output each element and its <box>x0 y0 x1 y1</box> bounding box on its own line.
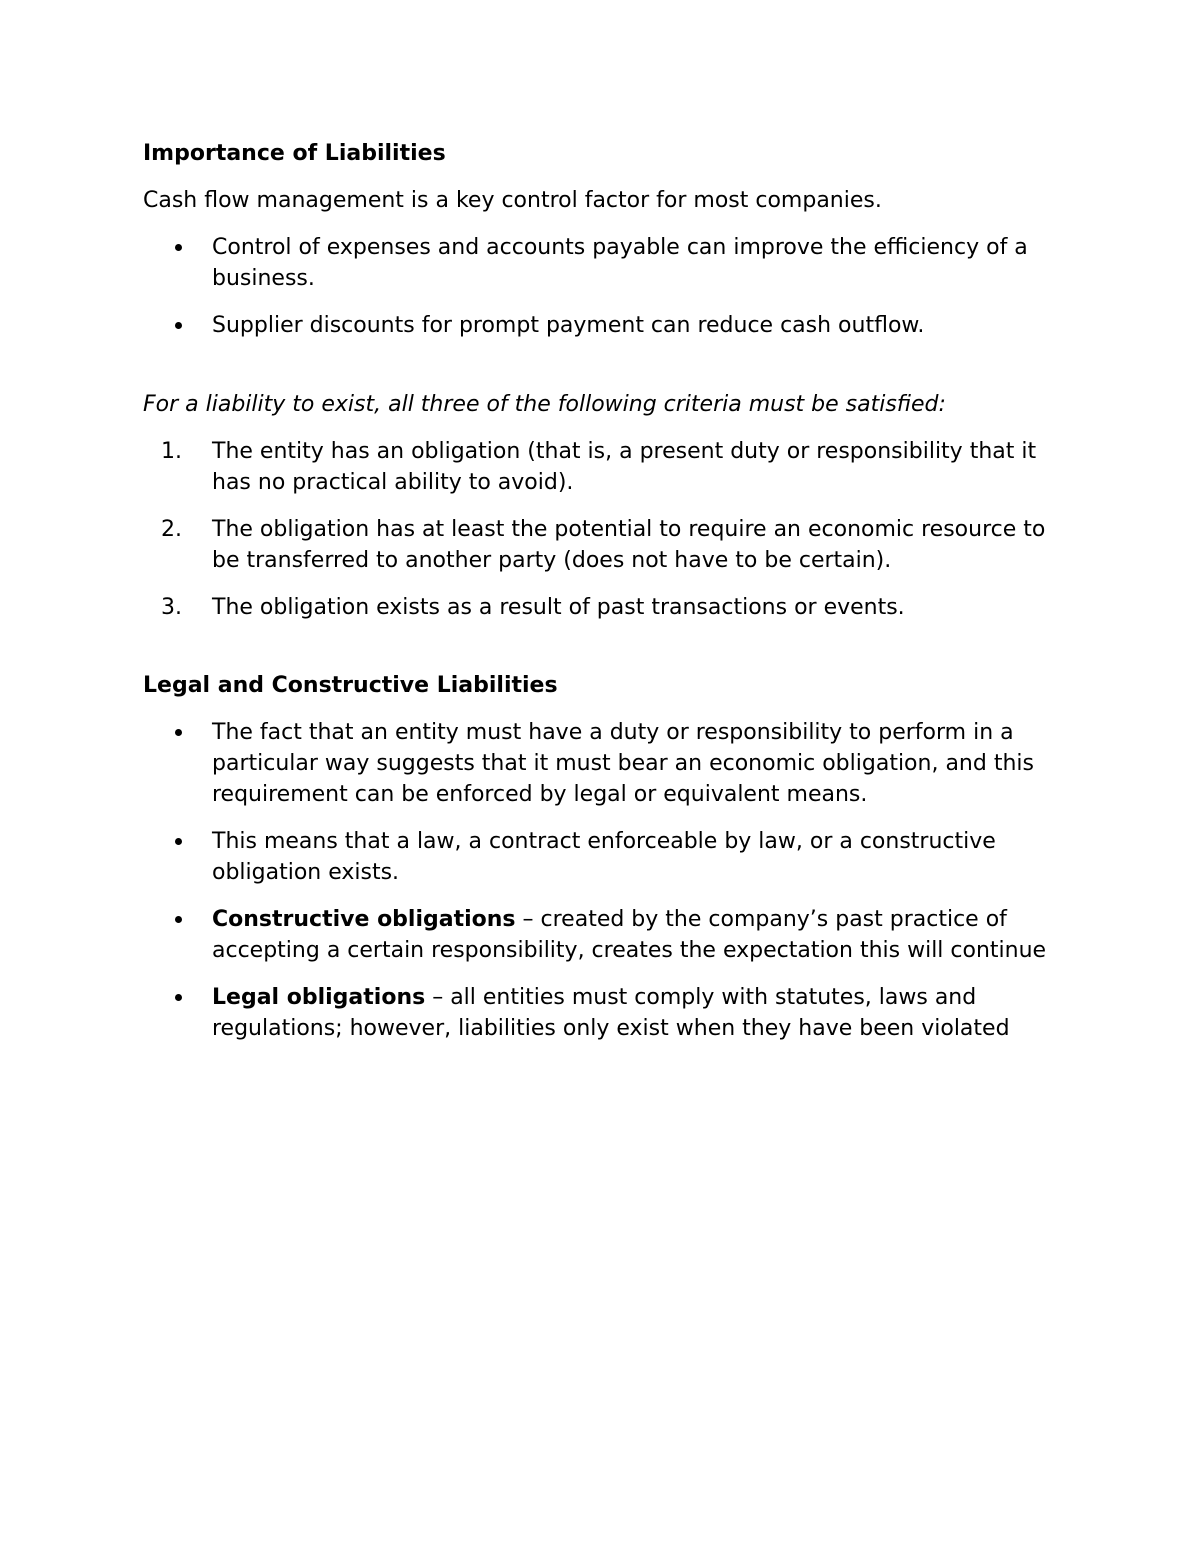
section-heading-importance: Importance of Liabilities <box>143 141 446 166</box>
bullet-icon <box>175 322 182 329</box>
criteria-intro: For a liability to exist, all three of the following criteria must be satisfied: <box>143 392 946 417</box>
list-item-text: Control of expenses and accounts payable can improve the efficiency of a business. <box>212 235 1028 291</box>
list-item-text: This means that a law, a contract enforceable by law, or a constructive obligation exists. <box>212 829 996 885</box>
list-item <box>143 982 1052 1044</box>
cash-flow-intro: Cash flow management is a key control factor for most companies. <box>143 188 882 213</box>
list-item-text: The fact that an entity must have a duty or responsibility to perform in a particular way suggests that it must bear an economic obligation, and this requirement can be enforced by legal or equivalent means. <box>212 720 1034 807</box>
term-legal-obligations: Legal obligations <box>212 985 426 1010</box>
list-item-text: Supplier discounts for prompt payment can reduce cash outflow. <box>212 313 925 338</box>
spacer <box>143 639 1060 670</box>
bullet-icon <box>175 916 182 923</box>
bullet-icon <box>175 994 182 1001</box>
importance-bullet-list <box>143 232 1060 341</box>
section-heading-legal-constructive: Legal and Constructive Liabilities <box>143 673 558 698</box>
list-number: 2. <box>161 517 182 542</box>
list-item <box>143 310 1052 341</box>
spacer <box>143 357 1060 389</box>
list-item <box>143 436 1052 498</box>
criteria-numbered-list <box>143 436 1060 623</box>
legal-bullet-list <box>143 717 1060 1044</box>
list-item-text: The obligation exists as a result of past transactions or events. <box>212 595 905 620</box>
list-item-text: – all entities must comply with statutes, laws and regulations; however, liabilities only exist when they have been violated <box>212 985 1010 1041</box>
list-item-text: – created by the company’s past practice of accepting a certain responsibility, creates the expectation this will continue <box>212 907 1047 963</box>
bullet-icon <box>175 244 182 251</box>
list-item <box>143 904 1052 966</box>
list-number: 3. <box>161 595 182 620</box>
bullet-icon <box>175 729 182 736</box>
bullet-icon <box>175 838 182 845</box>
list-number: 1. <box>161 439 182 464</box>
list-item <box>143 514 1052 576</box>
list-item-text: The obligation has at least the potential to require an economic resource to be transferred to another party (does not have to be certain). <box>212 517 1046 573</box>
term-constructive-obligations: Constructive obligations <box>212 907 516 932</box>
list-item <box>143 826 1052 888</box>
list-item <box>143 232 1052 294</box>
list-item-text: The entity has an obligation (that is, a present duty or responsibility that it has no practical ability to avoid). <box>212 439 1037 495</box>
list-item <box>143 592 1052 623</box>
list-item <box>143 717 1052 810</box>
